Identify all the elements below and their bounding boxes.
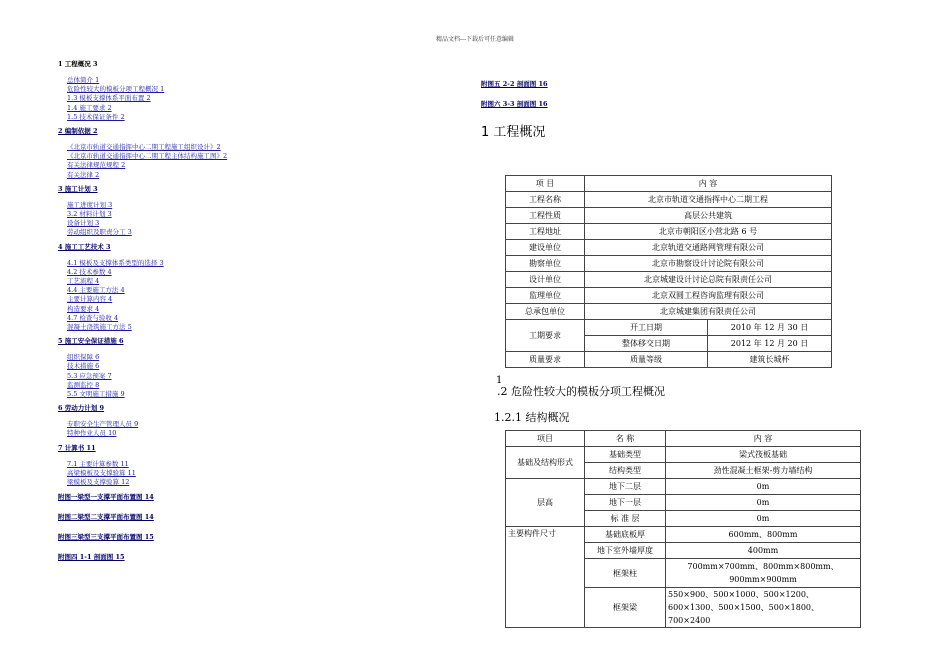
toc-item[interactable]: 组织保障 6	[67, 353, 100, 362]
toc-item[interactable]: 梁模板及支撑验算 12	[67, 478, 130, 487]
toc-appendix-link[interactable]: 附图三梁型三支撑平面布置图 15	[58, 533, 154, 542]
row-label: 层高	[506, 479, 585, 527]
row-label: 主要构件尺寸	[506, 527, 585, 628]
toc-appendix-link[interactable]: 附图二梁型二支撑平面布置图 14	[58, 513, 154, 522]
row-value: 北京市勘察设计讨论院有限公司	[585, 256, 832, 272]
section-heading: 1 工程概况	[481, 125, 546, 140]
toc-item[interactable]: 监测监控 8	[67, 380, 100, 389]
row-value: 700mm×700mm、800mm×800mm、900mm×900mm	[666, 559, 861, 588]
row-value: 550×900、500×1000、500×1200、600×1300、500×1500、500×1800、700×2400	[666, 588, 861, 628]
toc-item[interactable]: 混凝土浇筑施工方法 5	[67, 323, 132, 332]
toc-appendix-link[interactable]: 附图五 2-2 剖面图 16	[481, 80, 548, 88]
table-header-cell: 内 容	[585, 176, 832, 192]
toc-item[interactable]: 5.5 文明施工措施 9	[67, 390, 125, 399]
toc-item[interactable]: 4.2 技术参数 4	[67, 267, 112, 276]
toc-item[interactable]: 1.4 施工要求 2	[67, 103, 112, 112]
row-value: 建筑长城杯	[708, 352, 832, 368]
toc-item[interactable]: 7.1 主要计算参数 11	[67, 459, 129, 468]
row-value: 梁式筏板基础	[666, 447, 861, 463]
row-value: 0m	[666, 495, 861, 511]
sub-label: 框架柱	[585, 559, 666, 588]
toc-item[interactable]: 主要计算内容 4	[67, 295, 113, 304]
row-label: 监理单位	[506, 288, 585, 304]
sub-label: 框架梁	[585, 588, 666, 628]
toc-appendix-link[interactable]: 附图四 1-1 剖面图 15	[58, 553, 125, 562]
sub-label: 基础类型	[585, 447, 666, 463]
toc-item[interactable]: 劳动组织及职责分工 3	[67, 228, 132, 237]
row-label: 工程性质	[506, 208, 585, 224]
toc-item[interactable]: 构造要求 4	[67, 304, 100, 313]
table-header-cell: 内 容	[666, 431, 861, 447]
sub-label: 标 准 层	[585, 511, 666, 527]
table-header-cell: 项 目	[506, 176, 585, 192]
toc-item[interactable]: 4.1 模板及支撑体系类型的选择 3	[67, 258, 164, 267]
row-label: 质量要求	[506, 352, 585, 368]
row-value: 劲性混凝土框架-剪力墙结构	[666, 463, 861, 479]
row-value: 0m	[666, 479, 861, 495]
row-value: 高层公共建筑	[585, 208, 832, 224]
row-label: 建设单位	[506, 240, 585, 256]
row-value: 2010 年 12 月 30 日	[708, 320, 832, 336]
row-label: 基础及结构形式	[506, 447, 585, 479]
toc-item[interactable]: 专职安全生产管理人员 9	[67, 420, 139, 429]
section-heading: .2 危险性较大的模板分项工程概况	[497, 385, 665, 398]
row-label: 工程名称	[506, 192, 585, 208]
row-label: 工程地址	[506, 224, 585, 240]
row-value: 北京市轨道交通指挥中心二期工程	[585, 192, 832, 208]
row-value: 北京双圆工程咨询监理有限公司	[585, 288, 832, 304]
toc-item[interactable]: 1.5 技术保证条件 2	[67, 112, 125, 121]
toc-item[interactable]: 《北京市轨道交通指挥中心二期工程主体结构施工图》2	[67, 152, 228, 161]
page-header: 精品文档---下载后可任意编辑	[435, 36, 515, 43]
toc-item[interactable]: 《北京市轨道交通指挥中心二期工程施工组织设计》2	[67, 143, 221, 152]
row-label: 总承包单位	[506, 304, 585, 320]
project-overview-table	[505, 175, 832, 368]
toc-item[interactable]: 有关法律规范规程 2	[67, 161, 126, 170]
sub-label: 基础底板厚	[585, 527, 666, 543]
row-value: 2012 年 12 月 20 日	[708, 336, 832, 352]
row-value: 0m	[666, 511, 861, 527]
toc-item[interactable]: 设备计划 3	[67, 219, 100, 228]
toc-section[interactable]: 5 施工安全保证措施 6	[58, 337, 124, 346]
toc-appendix-link[interactable]: 附图一梁型一支撑平面布置图 14	[58, 493, 154, 502]
row-value: 北京轨道交通路网管理有限公司	[585, 240, 832, 256]
toc-item[interactable]: 1.3 模板支撑体系平面布置 2	[67, 94, 151, 103]
toc-item[interactable]: 技术措施 6	[67, 362, 100, 371]
row-value: 北京城建设计讨论总院有限责任公司	[585, 272, 832, 288]
toc-item[interactable]: 5.3 应急预案 7	[67, 371, 112, 380]
sub-label: 结构类型	[585, 463, 666, 479]
toc-section[interactable]: 7 计算书 11	[58, 443, 96, 452]
sub-label: 整体移交日期	[585, 336, 708, 352]
toc-item[interactable]: 危险性较大的模板分项工程概况 1	[67, 85, 165, 94]
toc-continued	[481, 80, 548, 109]
row-label: 设计单位	[506, 272, 585, 288]
toc-section[interactable]: 2 编制依据 2	[58, 127, 98, 136]
toc-item[interactable]: 3.2 材料计划 3	[67, 210, 112, 219]
toc-item[interactable]: 工艺流程 4	[67, 277, 100, 286]
toc-section[interactable]: 4 施工工艺技术 3	[58, 242, 111, 251]
toc-section[interactable]: 6 劳动力计划 9	[58, 404, 105, 413]
toc-item[interactable]: 有关法律 2	[67, 170, 100, 179]
toc-item[interactable]: 4.4 主要施工方法 4	[67, 286, 125, 295]
table-header-cell: 项目	[506, 431, 585, 447]
structure-overview-table	[505, 430, 861, 628]
row-value: 400mm	[666, 543, 861, 559]
toc-section[interactable]: 3 施工计划 3	[58, 184, 98, 193]
sub-label: 地下室外墙厚度	[585, 543, 666, 559]
subsection-heading: 1.2.1 结构概况	[494, 411, 570, 424]
toc-item[interactable]: 特种作业人员 10	[67, 429, 117, 438]
toc-section[interactable]: 1 工程概况 3	[58, 60, 98, 68]
toc-item[interactable]: 施工进度计划 3	[67, 200, 113, 209]
row-value: 600mm、800mm	[666, 527, 861, 543]
row-value: 北京市朝阳区小营北路 6 号	[585, 224, 832, 240]
row-value: 北京城建集团有限责任公司	[585, 304, 832, 320]
toc-item[interactable]: 4.7 检查与验收 4	[67, 313, 119, 322]
row-label: 工期要求	[506, 320, 585, 352]
sub-label: 地下一层	[585, 495, 666, 511]
table-of-contents	[58, 60, 358, 562]
section-number: 1	[496, 375, 503, 386]
toc-item[interactable]: 总体简介 1	[67, 76, 100, 84]
sub-label: 地下二层	[585, 479, 666, 495]
toc-appendix-link[interactable]: 附图六 3-3 剖面图 16	[481, 100, 548, 108]
row-label: 勘察单位	[506, 256, 585, 272]
sub-label: 开工日期	[585, 320, 708, 336]
toc-item[interactable]: 高梁模板及支撑验算 11	[67, 468, 136, 477]
table-header-cell: 名 称	[585, 431, 666, 447]
sub-label: 质量等级	[585, 352, 708, 368]
